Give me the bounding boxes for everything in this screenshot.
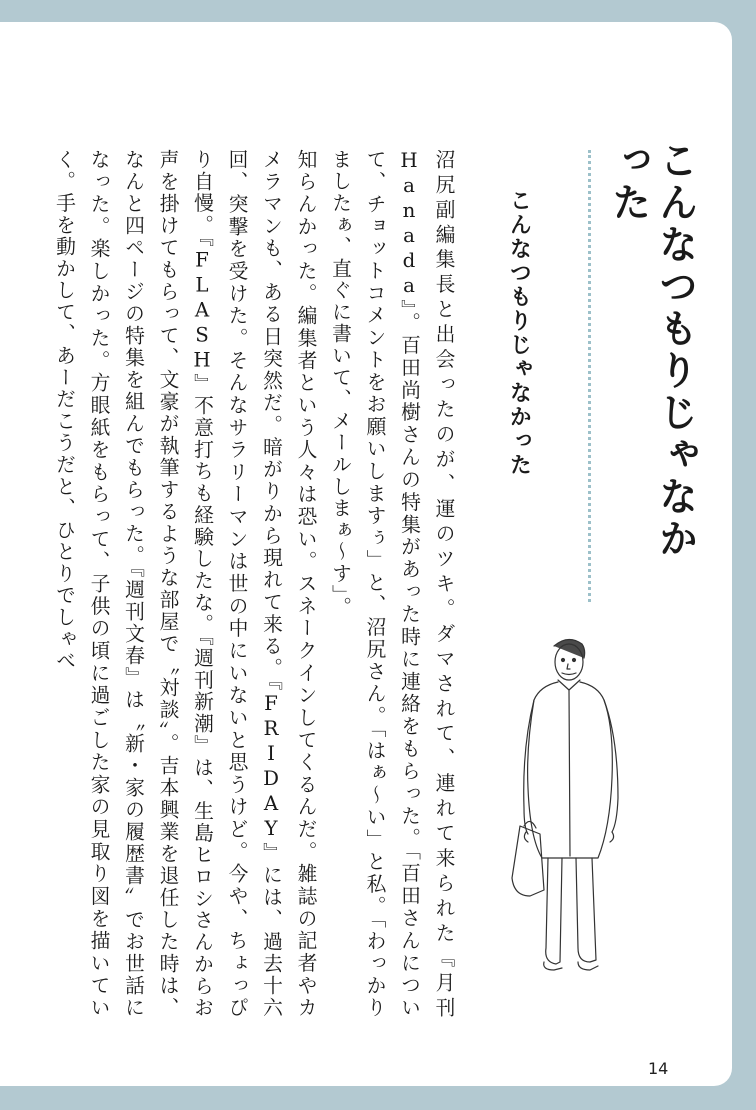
paragraph-1: 沼尻副編集長と出会ったのが、運のツキ。ダマされて、連れて来られた『月刊Hanada』。百田尚樹さんの特集があった時に連絡をもらった。「百田さんについて、チョットコメントをお願いしますぅ」と、沼尻さん。「はぁ～い」と私。「わっかりましたぁ、直ぐに書いて、メールしまぁ～す」。 (328, 149, 455, 1019)
paragraph-2: 知らんかった。編集者という人々は恐い。スネークインしてくるんだ。雑誌の記者やカメラマンも、ある日突然だ。暗がりから現れて来る。『FRIDAY』には、過去十六回、突撃を受けた。そんなサラリーマンは世の中にいないと思うけど。今や、ちょっぴり自慢。『FLASH』不意打ちも経験したな。『週刊新潮』は、生島ヒロシさんからお声を掛けてもらって、文豪が執筆するような部屋で〝対談〟。吉本興業を退任した時は、なんと四ページの特集を組んでもらった。『週刊文春』は〝新・家の履歴書〟でお世話になった。楽しかった。方眼紙をもらって、子供の頃に過ごした家の見取り図を描いていく。手を動かして、あーだこうだと、ひとりでしゃべ (52, 149, 317, 1019)
book-page (0, 22, 732, 1086)
chapter-title: こんなつもりじゃなかった (605, 140, 698, 560)
page-number: 14 (648, 1059, 669, 1078)
standing-man-illustration (500, 628, 636, 988)
dotted-divider (588, 150, 591, 602)
body-text (52, 149, 460, 1019)
chapter-subtitle: こんなつもりじゃなかった (506, 189, 532, 477)
